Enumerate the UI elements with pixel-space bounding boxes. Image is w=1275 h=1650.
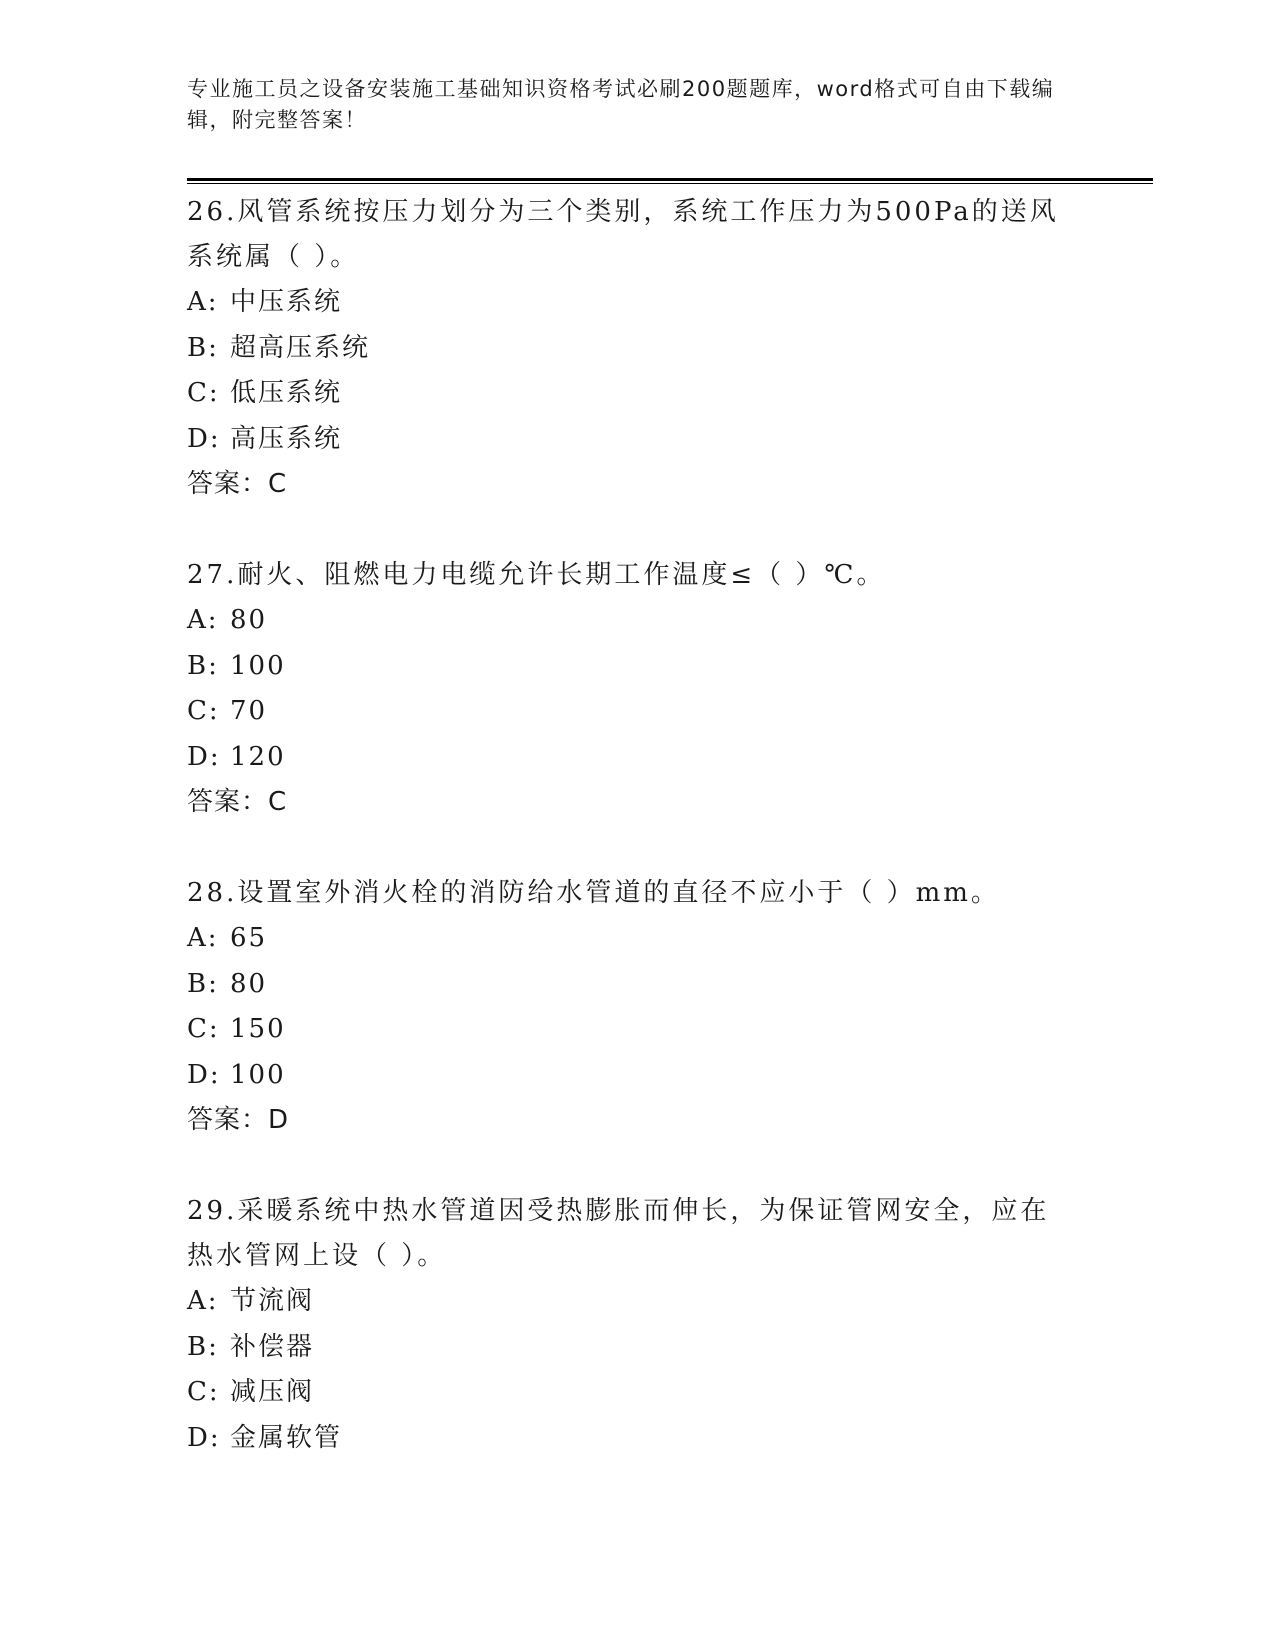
option-text: 80	[230, 968, 268, 999]
option-a	[187, 598, 1087, 644]
option-c	[187, 371, 1087, 417]
option-text: 补偿器	[230, 1331, 315, 1362]
question-text: 29.采暖系统中热水管道因受热膨胀而伸长，为保证管网安全，应在热水管网上设（ ）。	[187, 1196, 1050, 1271]
option-key: B:	[187, 1331, 219, 1362]
question-28	[187, 871, 1087, 1143]
option-c	[187, 1370, 1087, 1416]
option-a	[187, 280, 1087, 326]
option-key: A:	[187, 287, 219, 317]
option-key: C:	[187, 1014, 220, 1044]
question-text: 28.设置室外消火栓的消防给水管道的直径不应小于（ ）mm。	[187, 878, 1000, 908]
option-text: 70	[230, 696, 268, 726]
question-spacer	[187, 825, 1087, 871]
option-key: B:	[187, 968, 219, 999]
option-text: 节流阀	[230, 1286, 315, 1316]
question-spacer	[187, 507, 1087, 553]
option-b	[187, 644, 1087, 690]
question-29	[187, 1189, 1087, 1461]
question-27	[187, 553, 1087, 825]
answer-line: 答案：D	[187, 1105, 290, 1135]
question-26	[187, 190, 1087, 507]
option-text: 100	[230, 1059, 286, 1090]
option-text: 低压系统	[230, 378, 343, 408]
header-divider-thin	[187, 183, 1153, 184]
option-key: C:	[187, 1377, 220, 1407]
option-a	[187, 916, 1087, 962]
option-c	[187, 689, 1087, 735]
option-key: C:	[187, 696, 220, 726]
option-c	[187, 1007, 1087, 1053]
document-header: 专业施工员之设备安装施工基础知识资格考试必刷200题题库，word格式可自由下载编辑，附完整答案！	[187, 77, 1055, 132]
option-b	[187, 962, 1087, 1008]
answer-line: 答案：C	[187, 787, 288, 817]
option-d	[187, 1416, 1087, 1462]
option-key: A:	[187, 923, 219, 953]
question-text: 26.风管系统按压力划分为三个类别，系统工作压力为500Pa的送风系统属（ ）。	[187, 197, 1059, 272]
option-text: 中压系统	[230, 287, 343, 317]
option-key: A:	[187, 605, 219, 635]
option-a	[187, 1279, 1087, 1325]
option-key: B:	[187, 332, 219, 363]
option-key: A:	[187, 1286, 219, 1316]
option-text: 100	[230, 650, 286, 681]
option-key: D:	[187, 1422, 221, 1453]
option-d	[187, 735, 1087, 781]
option-d	[187, 1053, 1087, 1099]
option-text: 金属软管	[230, 1422, 343, 1453]
option-key: C:	[187, 378, 220, 408]
answer-line: 答案：C	[187, 469, 288, 499]
option-text: 120	[230, 741, 286, 772]
option-b	[187, 1325, 1087, 1371]
question-text: 27.耐火、阻燃电力电缆允许长期工作温度≤（ ）℃。	[187, 560, 886, 590]
option-text: 高压系统	[230, 423, 343, 454]
option-key: D:	[187, 741, 221, 772]
option-text: 150	[230, 1014, 286, 1044]
option-text: 80	[230, 605, 268, 635]
option-text: 65	[230, 923, 268, 953]
option-text: 减压阀	[230, 1377, 315, 1407]
question-spacer	[187, 1143, 1087, 1189]
header-divider-thick	[187, 178, 1153, 181]
question-list	[187, 190, 1087, 1461]
option-d	[187, 417, 1087, 463]
option-b	[187, 326, 1087, 372]
option-key: D:	[187, 1059, 221, 1090]
option-text: 超高压系统	[230, 332, 371, 363]
option-key: B:	[187, 650, 219, 681]
option-key: D:	[187, 423, 221, 454]
